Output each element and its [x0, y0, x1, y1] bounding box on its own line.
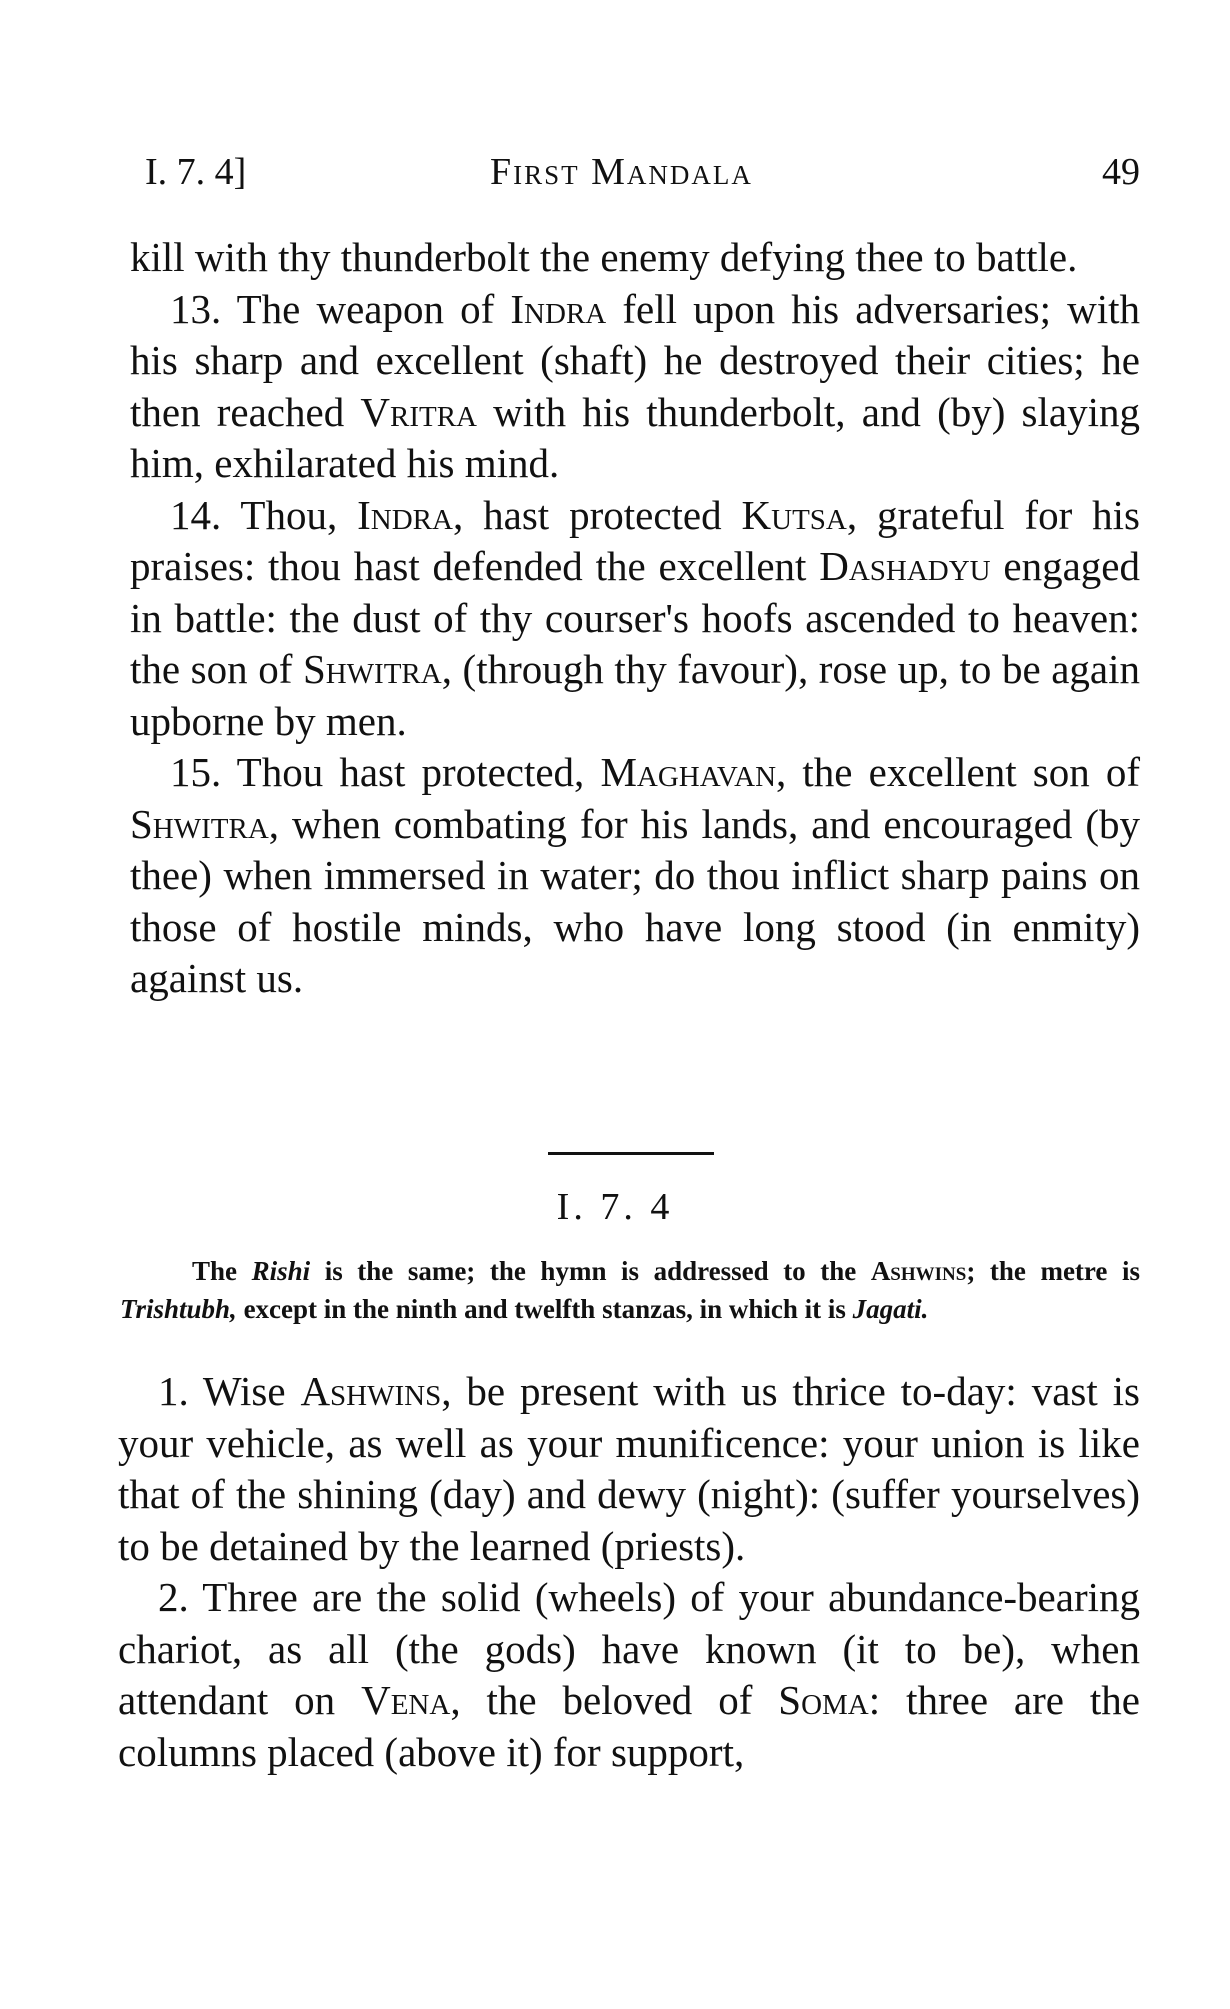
proper-name: Dashadyu	[819, 543, 991, 589]
verse-number: 15.	[170, 749, 222, 795]
verse-number: 2.	[158, 1574, 189, 1620]
verses-bottom	[118, 1366, 1140, 1778]
proper-name: Ashwins	[870, 1256, 967, 1286]
intro-segment: The	[192, 1256, 252, 1286]
proper-name: Vena	[361, 1677, 451, 1723]
verse-text: , be present with us thrice to-day: vast is your vehicle, as well as your munificence: your union is like that of the shining (day) and dewy (night): (suffer yourselves) to be detained by the learned (priests).	[118, 1368, 1141, 1569]
verse-number: 13.	[170, 285, 222, 332]
verse-text: fell upon his adversaries; with his sharp and excellent (shaft) he destroyed their cities; he then reached	[130, 285, 1140, 435]
intro-segment: is the same; the hymn is addressed to the	[310, 1256, 871, 1286]
italic-term: Jagati.	[852, 1294, 929, 1324]
verse-15	[130, 747, 1140, 1005]
section-reference: I. 7. 4]	[145, 151, 247, 193]
verse-text: , when combating for his lands, and encouraged (by thee) when immersed in water; do thou inflict sharp pains on those of hostile minds, who have long stood (in enmity) against us.	[130, 800, 1140, 1001]
hymn-introduction	[120, 1252, 1140, 1328]
verse-13	[130, 284, 1140, 490]
verse-text: , hast protected	[452, 491, 742, 538]
verse-number: 14.	[170, 491, 222, 538]
proper-name: Maghavan	[600, 749, 777, 795]
verse-text: Thou hast protected,	[236, 749, 601, 795]
proper-name: Indra	[510, 285, 607, 332]
section-divider	[548, 1152, 714, 1155]
verse-text: : three are the columns placed (above it) for support,	[118, 1677, 1140, 1775]
verse-continuation: kill with thy thunderbolt the enemy defying thee to battle.	[130, 234, 1078, 280]
verse-text: with his thunderbolt, and (by) slaying him, exhilarated his mind.	[130, 388, 1140, 486]
verse-text: The weapon of	[236, 285, 511, 332]
intro-text	[120, 1252, 1140, 1328]
running-header	[145, 150, 1140, 210]
proper-name: Kutsa	[741, 491, 847, 538]
italic-term: Rishi	[251, 1256, 311, 1286]
proper-name: Indra	[357, 491, 453, 538]
verses-top	[130, 232, 1140, 1005]
verse-text: Three are the solid (wheels) of your abundance-bearing chariot, as all (the gods) have known (it to be), when attendant on	[118, 1574, 1140, 1723]
intro-segment: ; the metre is	[966, 1256, 1140, 1286]
verse-number: 1.	[158, 1368, 189, 1414]
proper-name: Vritra	[360, 388, 477, 435]
verse-text: , (through thy favour), rose up, to be again upborne by men.	[130, 646, 1140, 744]
proper-name: Ashwins	[300, 1368, 442, 1414]
verse-text: , the excellent son of	[776, 749, 1140, 795]
verse-text: Wise	[202, 1368, 301, 1414]
italic-term: Trishtubh,	[120, 1294, 237, 1324]
proper-name: Shwitra	[130, 800, 269, 847]
running-title: First Mandala	[490, 151, 753, 193]
verse-text: , the beloved of	[450, 1677, 779, 1723]
verse-14	[130, 490, 1140, 748]
verse-text: engaged in battle: the dust of thy courser's hoofs ascended to heaven: the son of	[130, 543, 1141, 692]
proper-name: Soma	[778, 1677, 869, 1723]
proper-name: Shwitra	[302, 646, 442, 692]
hymn-heading: I. 7. 4	[556, 1186, 674, 1228]
intro-segment: except in the ninth and twelfth stanzas, in which it is	[236, 1294, 853, 1324]
page-number: 49	[1102, 151, 1140, 193]
verse-text: , grateful for his praises: thou hast defended the excellent	[130, 491, 1140, 589]
verse-text: Thou,	[240, 491, 358, 538]
verse-2	[118, 1572, 1140, 1778]
verse-1	[118, 1366, 1140, 1572]
